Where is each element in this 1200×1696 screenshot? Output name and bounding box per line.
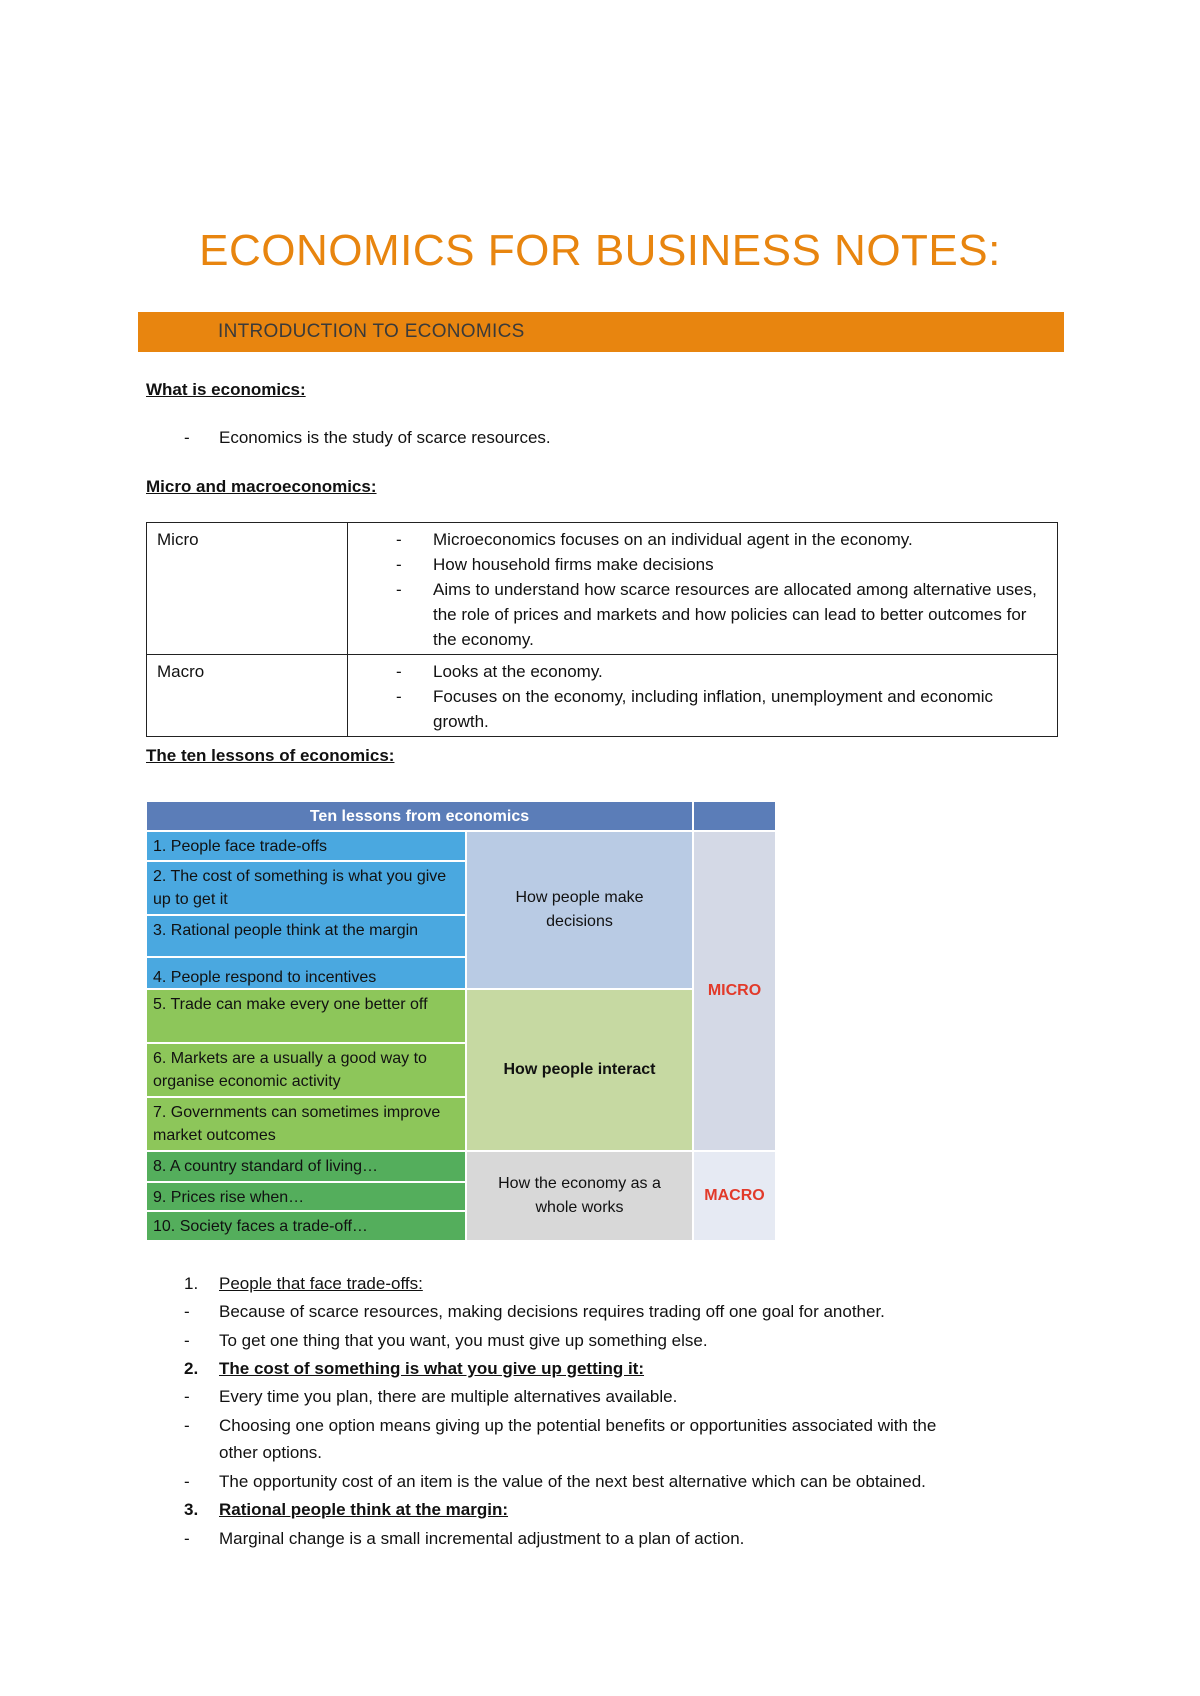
lesson-9: 9. Prices rise when… xyxy=(146,1182,466,1211)
row-label: Macro xyxy=(147,655,348,737)
table-row xyxy=(147,655,1058,737)
dash-icon: - xyxy=(184,428,190,447)
scope-micro: MICRO xyxy=(693,831,776,1151)
row-label: Micro xyxy=(147,523,348,655)
lesson-7: 7. Governments can sometimes improve market outcomes xyxy=(146,1097,466,1151)
ten-lessons-heading: The ten lessons of economics: xyxy=(146,746,395,765)
lesson-8: 8. A country standard of living… xyxy=(146,1151,466,1182)
document-title: ECONOMICS FOR BUSINESS NOTES: xyxy=(199,226,1001,275)
lesson-1: 1. People face trade-offs xyxy=(146,831,466,861)
row-content xyxy=(348,655,1058,737)
group-interact: How people interact xyxy=(466,989,693,1151)
lesson-10: 10. Society faces a trade-off… xyxy=(146,1211,466,1241)
table-title: Ten lessons from economics xyxy=(146,801,693,831)
lesson-2: 2. The cost of something is what you give up to get it xyxy=(146,861,466,915)
section-header: INTRODUCTION TO ECONOMICS xyxy=(138,312,1064,352)
list-item: - Microeconomics focuses on an individual agent in the economy. xyxy=(396,530,913,549)
table-row xyxy=(147,523,1058,655)
what-is-heading: What is economics: xyxy=(146,380,306,399)
row-content xyxy=(348,523,1058,655)
lesson-6: 6. Markets are a usually a good way to organise economic activity xyxy=(146,1043,466,1097)
list-item: - Aims to understand how scarce resources are allocated among alternative uses, the role of prices and markets and how policies can lead to better outcomes for the economy. xyxy=(396,580,1037,649)
document-page: ECONOMICS FOR BUSINESS NOTES: INTRODUCTION TO ECONOMICS What is economics: - Economics is the study of scarce resources. Micro and macroeconomics: Micro - Microeconomics focuses on an individual agent in the economy. - How household firms make decisions - Aims to understand how scarce resources are allocated among alternative uses, the role of prices and markets and how policies can lead to better outcomes for the economy. Macro - Looks at the economy. - Focuses on the economy, including inflation, unemployment and economic growth. The ten lessons of economics: Ten lessons from economics 1. People face trade-offs 2. The cost of something is what you give up to get it 3. Rational people think at the margin 4. People respond to incentives 5. Trade can make every one better off 6. Markets are a usually a good way to organise economic activity 7. Governments can sometimes improve market outcomes 8. A country standard of living… 9. Prices rise when… 10. Society faces a trade-off… How people make decisions How people interact How the economy as a whole works MICRO MACRO 1. People that face trade-offs: - Because of scarce resources, making decisions requires trading off one goal for another. - To get one thing that you want, you must give up something else. 2. The cost of something is what you give up getting it: - Every time you plan, there are multiple alternatives available. - Choosing one option means giving up the potential benefits or opportunities associated with the other options. - The opportunity cost of an item is the value of the next best alternative which can be obtained. 3. Rational people think at the margin: - Marginal change is a small incremental adjustment to a plan of action. xyxy=(0,0,1200,1696)
table-header-blank xyxy=(693,801,776,831)
list-item: - How household firms make decisions xyxy=(396,555,714,574)
lesson-5: 5. Trade can make every one better off xyxy=(146,989,466,1043)
micro-macro-table xyxy=(146,522,1058,737)
lesson-3: 3. Rational people think at the margin xyxy=(146,915,466,957)
lesson-4: 4. People respond to incentives xyxy=(146,957,466,989)
scope-macro: MACRO xyxy=(693,1151,776,1241)
list-item: - Looks at the economy. xyxy=(396,662,603,681)
micro-macro-heading: Micro and macroeconomics: xyxy=(146,477,377,496)
list-item: - Focuses on the economy, including inflation, unemployment and economic growth. xyxy=(396,687,994,731)
group-economy: How the economy as a whole works xyxy=(466,1151,693,1241)
ten-lessons-table xyxy=(146,801,776,1241)
group-decisions: How people make decisions xyxy=(466,831,693,989)
